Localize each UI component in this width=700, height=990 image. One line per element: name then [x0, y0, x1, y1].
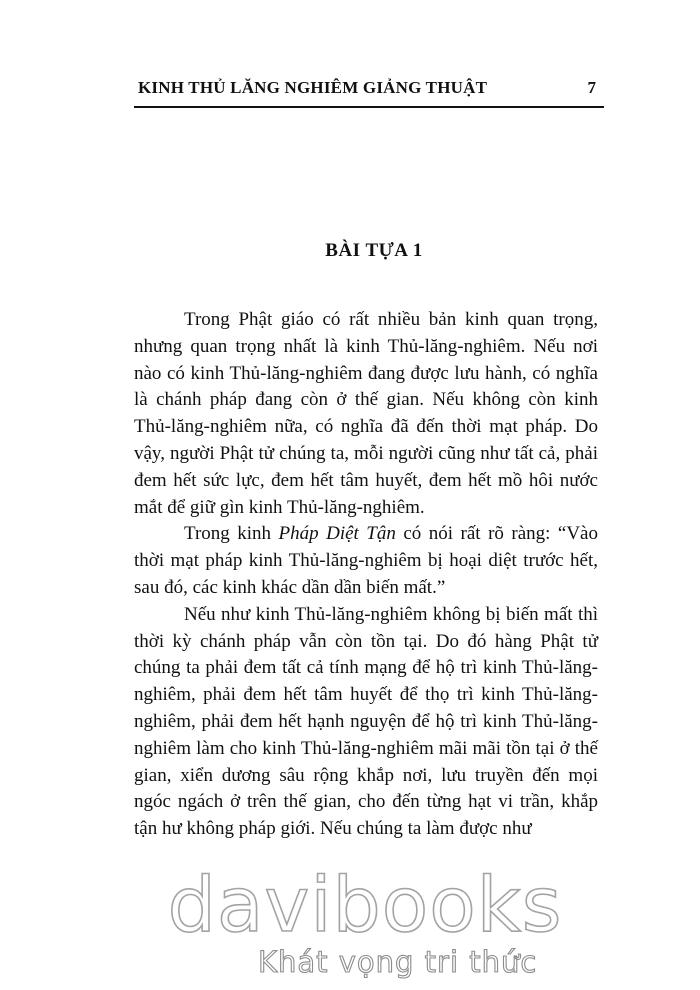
- chapter-title: BÀI TỰA 1: [325, 240, 423, 261]
- body-text: [134, 307, 598, 843]
- running-title: KINH THỦ LĂNG NGHIÊM GIẢNG THUẬT: [138, 78, 488, 97]
- watermark-slogan: Khát vọng tri thức: [258, 945, 538, 979]
- paragraph-2-before: Trong kinh: [184, 523, 279, 545]
- sutra-title: Pháp Diệt Tận: [278, 523, 396, 545]
- paragraph-2: [134, 521, 598, 601]
- running-header: [134, 76, 604, 108]
- page-number: 7: [587, 78, 596, 97]
- watermark-brand: davibooks: [167, 860, 563, 949]
- paragraph-1: Trong Phật giáo có rất nhiều bản kinh quan trọng, nhưng quan trọng nhất là kinh Thủ-lăng-nghiêm. Nếu nơi nào có kinh Thủ-lăng-nghiêm đang được lưu hành, có nghĩa là chánh pháp đang còn ở thế gian. Nếu không còn kinh Thủ-lăng-nghiêm nữa, có nghĩa đã đến thời mạt pháp. Do vậy, người Phật tử chúng ta, mỗi người cũng như tất cả, phải đem hết sức lực, đem hết tâm huyết, đem hết mồ hôi nước mắt để giữ gìn kinh Thủ-lăng-nghiêm.: [134, 309, 598, 518]
- paragraph-2-after: có nói rất rõ ràng: “Vào thời mạt pháp kinh Thủ-lăng-nghiêm bị hoại diệt trước hết, sau đó, các kinh khác dần dần biến mất.”: [134, 523, 598, 598]
- watermark: [0, 860, 700, 990]
- paragraph-3: Nếu như kinh Thủ-lăng-nghiêm không bị biến mất thì thời kỳ chánh pháp vẫn còn tồn tại. Do đó hàng Phật tử chúng ta phải đem tất cả tính mạng để hộ trì kinh Thủ-lăng-nghiêm, phải đem hết tâm huyết để thọ trì kinh Thủ-lăng-nghiêm, phải đem hết hạnh nguyện để hộ trì kinh Thủ-lăng-nghiêm làm cho kinh Thủ-lăng-nghiêm mãi mãi tồn tại ở thế gian, xiển dương sâu rộng khắp nơi, lưu truyền đến mọi ngóc ngách ở trên thế gian, cho đến từng hạt vi trần, khắp tận hư không pháp giới. Nếu chúng ta làm được như: [134, 603, 598, 840]
